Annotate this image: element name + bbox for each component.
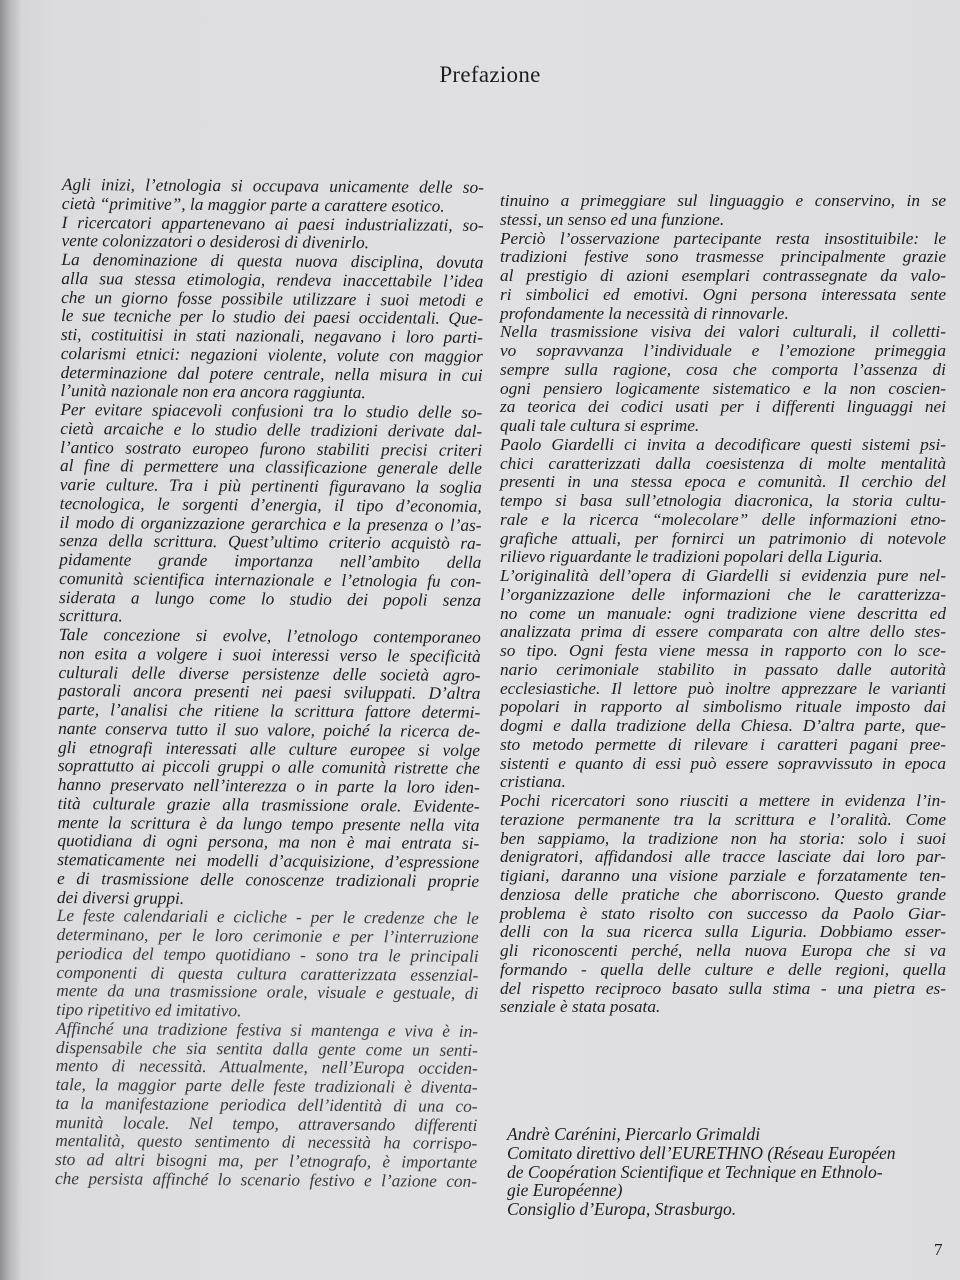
text-line: alla sua stessa etimologia, rendeva inaccettabile l’idea xyxy=(61,268,484,291)
text-line: tecnologica, le sorgenti d’energia, il tipo d’economia, xyxy=(59,493,482,516)
text-line: tità culturale grazie alla trasmissione orale. Evidente- xyxy=(57,793,480,816)
text-line: comunità scientifica internazionale e l’etnologia fu con- xyxy=(59,568,482,591)
text-line: l’organizzazione delle informazioni che le caratterizza- xyxy=(500,584,946,604)
text-line: dispensabile che sia sentita dalla gente come un senti- xyxy=(55,1037,478,1060)
text-line: le sue tecniche per lo studio dei paesi occidentali. Que- xyxy=(60,306,484,329)
text-line: stessi, un senso ed una funzione. xyxy=(500,209,725,229)
text-line: za teorica dei codici usati per i differenti linguaggi nei xyxy=(500,397,946,417)
text-line: sto metodo permette di rilevare i caratteri pagani pree- xyxy=(500,734,946,754)
text-line: Agli inizi, l’etnologia si occupava unicamente delle so- xyxy=(61,175,484,197)
text-line: senza della scrittura. Quest’ultimo criterio acquistò ra- xyxy=(59,531,482,554)
text-line: de Coopération Scientifique et Technique en Ethnolo- xyxy=(507,1161,883,1182)
text-line: sti, costituitisi in stati nazionali, negavano i loro parti- xyxy=(60,324,483,347)
text-line: Tale concezione si evolve, l’etnologo contemporaneo xyxy=(58,624,481,647)
text-line: tinuino a primeggiare sul linguaggio e conservino, in se xyxy=(500,191,946,210)
text-line: senziale è stata posata. xyxy=(500,997,661,1017)
text-line: tale, la maggior parte delle feste tradizionali è diventa- xyxy=(55,1074,478,1097)
text-line: Perciò l’osservazione partecipante resta insostituibile: le xyxy=(500,228,946,248)
text-line: problema è stato risolto con successo da Paolo Giar- xyxy=(500,903,946,923)
text-line: tipo ripetitivo ed imitativo. xyxy=(56,999,242,1021)
text-line: Per evitare spiacevoli confusioni tra lo studio delle so- xyxy=(60,399,483,422)
text-line: Comitato direttivo dell’EURETHNO (Réseau Européen xyxy=(507,1142,896,1163)
text-line: denigratori, affidandosi alle tracce lasciate dai loro par- xyxy=(500,847,946,867)
text-line: pastorali ancora presenti nei paesi sviluppati. D’altra xyxy=(58,681,481,704)
text-line: che un giorno fosse possibile utilizzare i suoi metodi e xyxy=(61,287,484,310)
text-line: Paolo Giardelli ci invita a decodificare questi sistemi psi- xyxy=(500,434,946,454)
page-title: Prefazione xyxy=(439,62,541,87)
text-line: munità locale. Nel tempo, attraversando differenti xyxy=(55,1112,478,1135)
text-line: determinazione dal potere centrale, nella misura in cui xyxy=(60,362,483,385)
text-line: tradizioni festive sono trasmesse principalmente grazie xyxy=(500,247,946,267)
text-line: quotidiana di ogni persona, ma non è mai entrata si- xyxy=(57,831,480,854)
text-line: soprattutto ai piccoli gruppi o alle comunità ristrette che xyxy=(57,756,480,779)
text-line: cietà arcaiche e lo studio delle tradizioni derivate dal- xyxy=(60,418,483,441)
text-line: grafiche attuali, per fornirci un patrimonio di notevole xyxy=(500,528,946,548)
text-line: formando - quella delle culture e delle regioni, quella xyxy=(500,959,946,979)
signature-block xyxy=(507,1124,896,1218)
text-line: La denominazione di questa nuova disciplina, dovuta xyxy=(61,249,484,272)
text-line: sempre sulla ragione, cosa che comporta l’assenza di xyxy=(500,359,946,379)
text-line: gli riconoscenti perché, nella nuova Europa che si va xyxy=(500,941,946,960)
text-line: dei diversi gruppi. xyxy=(56,887,185,908)
text-line: so tipo. Ogni festa viene messa in rapporto con lo sce- xyxy=(500,641,946,660)
text-line: terazione permanente tra la scrittura e l’oralità. Come xyxy=(500,809,946,829)
text-line: periodica del tempo quotidiano - sono tra le principali xyxy=(56,943,479,966)
text-line: culturali delle diverse persistenze delle società agro- xyxy=(58,662,481,685)
text-line: il modo di organizzazione gerarchica e la presenza o l’as- xyxy=(59,512,482,535)
text-line: mente la scrittura è da lungo tempo presente nella vita xyxy=(57,812,480,835)
text-line: denziosa delle pratiche che aborriscono. Questo grande xyxy=(500,884,946,904)
text-line: Le feste calendariali e cicliche - per le credenze che le xyxy=(56,906,479,929)
text-line: hanno preservato nell’interezza o in parte la loro iden- xyxy=(57,774,480,797)
text-line: ri simbolici ed emotivi. Ogni persona interessata sente xyxy=(500,284,946,304)
text-line: cristiana. xyxy=(500,772,566,792)
text-line: Affinché una tradizione festiva si mantenga e viva è in- xyxy=(55,1018,479,1041)
text-line: chici caratterizzati dalla coesistenza di molte mentalità xyxy=(500,453,946,473)
text-line: al prestigio di azioni esemplari contrassegnate da valo- xyxy=(500,266,946,285)
text-line: ta la manifestazione periodica dell’identità di una co- xyxy=(55,1093,478,1116)
text-line: Pochi ricercatori sono riusciti a mettere in evidenza l’in- xyxy=(500,791,946,810)
text-line: del rispetto reciproco basato sulla stima - una pietra es- xyxy=(500,978,946,998)
text-line: sto ad altri bisogni ma, per l’etnografo, è importante xyxy=(55,1149,478,1172)
text-line: gli etnografi interessati alle culture europee si volge xyxy=(57,737,481,760)
text-line: pidamente grande importanza nell’ambito della xyxy=(59,549,482,572)
text-line: vo sopravvanza l’individuale e l’emozione primeggia xyxy=(500,341,946,360)
text-line: quali tale cultura si esprime. xyxy=(500,416,700,435)
text-line: popolari in rapporto al simbolismo rituale imposto dai xyxy=(500,697,946,717)
text-line: l’antico sostrato europeo furono stabiliti precisi criteri xyxy=(60,437,483,460)
text-line: I ricercatori appartenevano ai paesi industrializzati, so- xyxy=(61,212,484,235)
text-line: delli con la sua ricerca sulla Liguria. Dobbiamo esser- xyxy=(500,922,946,942)
text-line: ben sappiamo, la tradizione non ha storia: solo i suoi xyxy=(500,828,946,848)
text-line: colarismi etnici: negazioni violente, volute con maggior xyxy=(60,343,483,366)
text-line: gie Européenne) xyxy=(507,1180,623,1201)
text-line: componenti di questa cultura caratterizzata essenzial- xyxy=(56,962,479,985)
text-line: tigiani, daranno una visione parziale e forzatamente ten- xyxy=(500,866,946,885)
text-line: determinano, per le loro cerimonie e per l’interruzione xyxy=(56,924,479,947)
text-line: no come un manuale: ogni tradizione viene descritta ed xyxy=(500,603,946,623)
text-line: profondamente la necessità di rinnovarle. xyxy=(500,303,789,323)
text-line: nario cerimoniale stabilito in passato dalle autorità xyxy=(500,659,946,679)
text-line: analizzata prima di essere comparata con altre dello stes- xyxy=(500,622,946,642)
text-line: scrittura. xyxy=(58,606,123,626)
text-line: al fine di permettere una classificazione generale delle xyxy=(59,456,483,479)
page-number: 7 xyxy=(934,1240,943,1259)
text-line: mento di necessità. Attualmente, nell’Europa occiden- xyxy=(55,1056,478,1079)
text-line: L’originalità dell’opera di Giardelli si evidenzia pure nel- xyxy=(500,566,946,585)
text-line: Andrè Carénini, Piercarlo Grimaldi xyxy=(507,1124,761,1144)
text-line: non esita a volgere i suoi interessi verso le specificità xyxy=(58,643,481,666)
text-line: e di trasmissione delle conoscenze tradizionali proprie xyxy=(57,868,480,891)
text-line: Nella trasmissione visiva dei valori culturali, il colletti- xyxy=(500,322,946,342)
text-line: dogmi e dalla tradizione della Chiesa. D’altra parte, que- xyxy=(500,716,946,735)
right-text-column xyxy=(500,192,946,1017)
text-line: varie culture. Tra i più pertinenti figuravano la soglia xyxy=(59,474,482,497)
text-line: rale e la ricerca “molecolare” delle informazioni etno- xyxy=(500,509,946,529)
left-text-column xyxy=(55,176,484,1191)
text-line: Consiglio d’Europa, Strasburgo. xyxy=(507,1199,737,1219)
text-line: mente da una trasmissione orale, visuale e gestuale, di xyxy=(56,981,479,1004)
text-line: presenti in una stessa epoca e comunità. Il cerchio del xyxy=(500,472,946,492)
text-line: siderata a lungo come lo studio dei popoli senza xyxy=(58,587,482,610)
text-line: vente colonizzatori o desiderosi di divenirlo. xyxy=(61,231,370,253)
text-line: ogni pensiero logicamente sistematico e la non coscien- xyxy=(500,378,946,398)
text-line: sistenti e quanto di essi può essere sopravvissuto in epoca xyxy=(500,753,946,773)
text-line: l’unità nazionale non era ancora raggiunta. xyxy=(60,381,366,403)
text-line: parte, l’analisi che ritiene la scrittura fattore determi- xyxy=(58,699,481,722)
text-line: rilievo riguardante le tradizioni popolari della Liguria. xyxy=(500,547,883,567)
text-line: che persista affinché lo scenario festivo e l’azione con- xyxy=(54,1168,478,1191)
text-line: nante conserva tutto il suo valore, poiché la ricerca de- xyxy=(58,718,481,741)
text-line: cietà “primitive”, la maggior parte a carattere esotico. xyxy=(61,193,445,216)
text-line: ecclesiastiche. Il lettore può inoltre apprezzare le varianti xyxy=(500,678,946,698)
text-line: tempo si basa sull’etnologia diacronica, la storia cultu- xyxy=(500,491,946,510)
text-line: mentalità, questo sentimento di necessità ha corrispo- xyxy=(55,1131,478,1154)
text-line: stematicamente nei modelli d’acquisizione, d’espressione xyxy=(57,849,480,872)
